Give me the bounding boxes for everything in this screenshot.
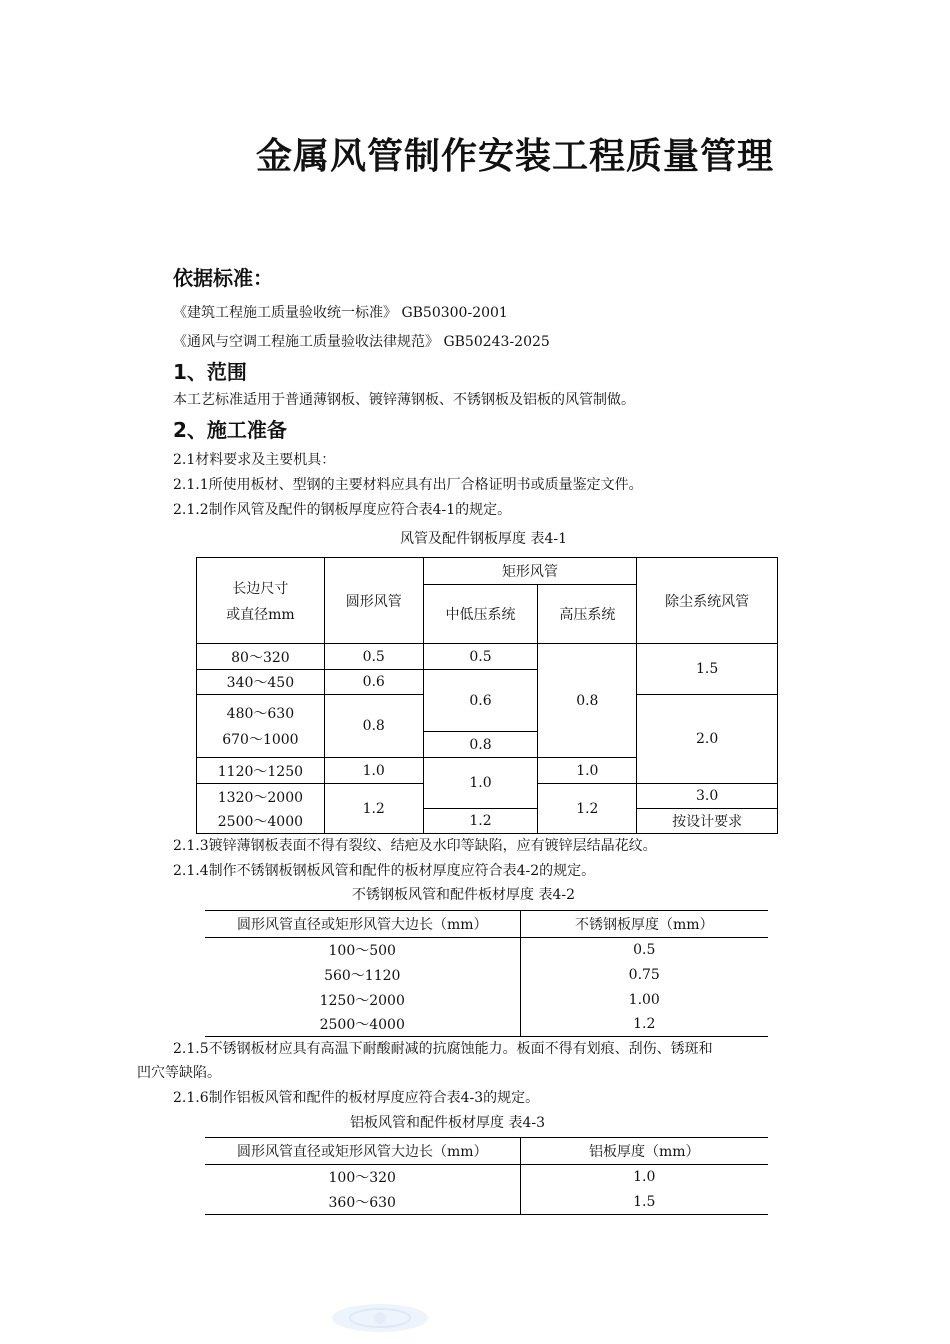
header-rect-duct: 矩形风管 (423, 558, 637, 585)
header-round-duct: 圆形风管 (324, 558, 423, 644)
stainless-thickness-table (205, 910, 768, 1037)
para-2-1-4: 2.1.4制作不锈钢板钢板风管和配件的板材厚度应符合表4-2的规定。 (173, 863, 596, 879)
table-cell: 1120～1250 (197, 758, 325, 784)
para-2-1-6: 2.1.6制作铝板风管和配件的板材厚度应符合表4-3的规定。 (173, 1090, 540, 1106)
table-cell: 1.5 (633, 1193, 656, 1210)
table-cell: 3.0 (637, 784, 778, 809)
table-cell: 340～450 (197, 670, 325, 695)
header-high: 高压系统 (538, 585, 637, 644)
table3-header-size: 圆形风管直径或矩形风管大边长（mm） (205, 1138, 520, 1165)
standard-2: 《通风与空调工程施工质量验收法律规范》 GB50243-2025 (173, 334, 550, 350)
table-cell: 1.2 (538, 784, 637, 834)
table3-header-thickness: 铝板厚度（mm） (520, 1138, 768, 1165)
document-title: 金属风管制作安装工程质量管理 (255, 136, 774, 177)
table-cell: 100～500 (205, 938, 520, 963)
table-cell: 360～630 (205, 1190, 520, 1215)
table-cell: 按设计要求 (637, 809, 778, 834)
table3-caption: 铝板风管和配件板材厚度 表4-3 (350, 1115, 545, 1131)
watermark-logo-icon (330, 1296, 430, 1336)
table2-caption: 不锈钢板风管和配件板材厚度 表4-2 (352, 887, 575, 903)
table-cell: 0.6 (423, 670, 538, 732)
table-cell: 560～1120 (205, 963, 520, 988)
para-2-1-1: 2.1.1所使用板材、型钢的主要材料应具有出厂合格证明书或质量鉴定文件。 (173, 477, 643, 493)
table-cell: 1.2 (324, 784, 423, 834)
table-cell: 2.0 (637, 695, 778, 784)
table-cell: 0.8 (423, 732, 538, 758)
para-2-1-5: 2.1.5不锈钢板材应具有高温下耐酸耐减的抗腐蚀能力。板面不得有划痕、刮伤、锈斑和 (173, 1041, 713, 1057)
table1-caption: 风管及配件钢板厚度 表4-1 (400, 531, 567, 547)
para-2-1-5-cont: 凹穴等缺陷。 (137, 1065, 221, 1081)
section2-heading: 2、施工准备 (173, 418, 287, 442)
table-cell: 1.2 (633, 1016, 656, 1033)
table-cell: 0.8 (324, 695, 423, 758)
steel-thickness-table (196, 557, 778, 834)
table-cell: 1.5 (637, 644, 778, 695)
table-cell: 0.5 (633, 942, 656, 959)
table-cell: 1.0 (324, 758, 423, 784)
table-cell: 1250～2000 (205, 988, 520, 1013)
para-2-1: 2.1材料要求及主要机具： (173, 452, 336, 468)
table-cell: 0.5 (324, 644, 423, 670)
table-cell: 1.0 (423, 758, 538, 809)
para-2-1-3: 2.1.3镀锌薄钢板表面不得有裂纹、结疤及水印等缺陷，应有镀锌层结晶花纹。 (173, 838, 657, 854)
table-cell: 0.8 (538, 644, 637, 758)
table-cell: 100～320 (205, 1165, 520, 1190)
header-long-side: 长边尺寸 或直径mm (197, 558, 325, 644)
basis-heading: 依据标准： (173, 266, 273, 290)
table-cell: 0.6 (324, 670, 423, 695)
table-cell: 1.0 (633, 1169, 656, 1186)
table-cell: 1.0 (538, 758, 637, 784)
section1-text: 本工艺标准适用于普通薄钢板、镀锌薄钢板、不锈钢板及铝板的风管制做。 (173, 392, 635, 408)
section1-heading: 1、范围 (173, 360, 247, 384)
table-cell: 1.00 (628, 992, 660, 1008)
header-dust-duct: 除尘系统风管 (637, 558, 778, 644)
table-cell: 480～630 670～1000 (197, 695, 325, 758)
table-cell: 0.5 (423, 644, 538, 670)
header-midlow: 中低压系统 (423, 585, 538, 644)
para-2-1-2: 2.1.2制作风管及配件的钢板厚度应符合表4-1的规定。 (173, 502, 512, 518)
aluminum-thickness-table (205, 1137, 768, 1215)
table2-header-size: 圆形风管直径或矩形风管大边长（mm） (205, 911, 520, 938)
table-cell: 1.2 (423, 809, 538, 834)
standard-1: 《建筑工程施工质量验收统一标准》 GB50300-2001 (173, 305, 508, 321)
table-cell: 2500～4000 (205, 1013, 520, 1037)
table2-header-thickness: 不锈钢板厚度（mm） (520, 911, 768, 938)
table-cell: 0.75 (628, 967, 660, 983)
table-cell: 80～320 (197, 644, 325, 670)
table-cell: 1320～2000 2500～4000 (197, 784, 325, 834)
